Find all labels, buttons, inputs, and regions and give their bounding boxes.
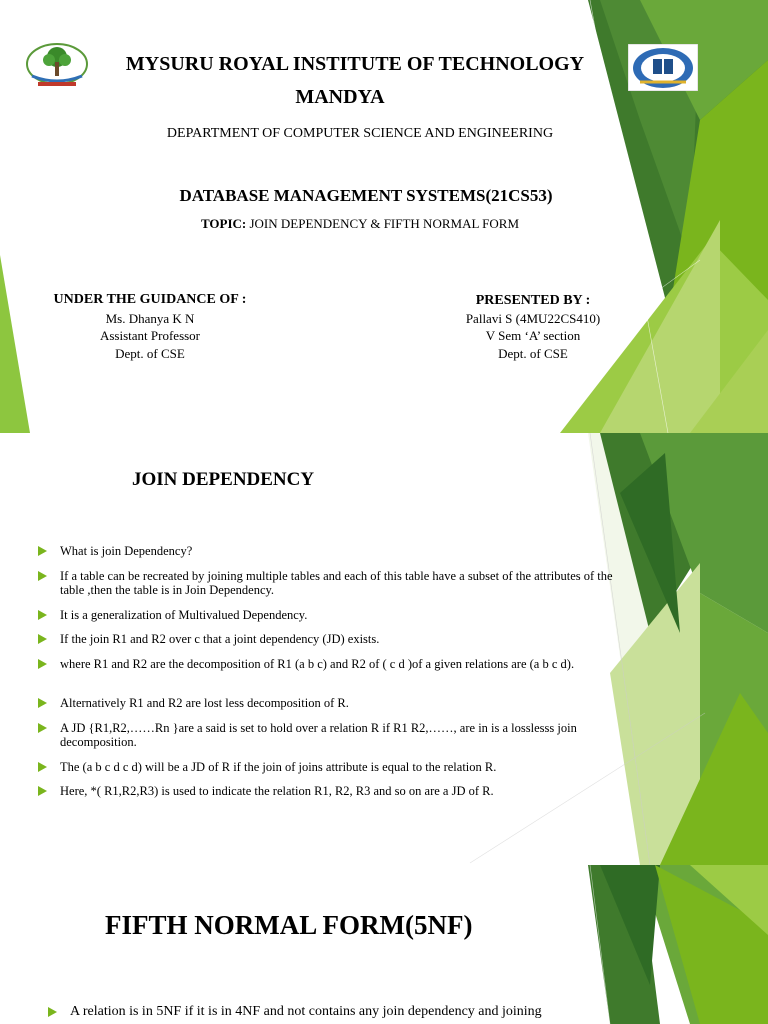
presented-heading: PRESENTED BY : [475,293,591,308]
triangle-bullet-icon [38,786,47,796]
triangle-bullet-icon [38,546,47,556]
list-item: What is join Dependency? [38,544,618,558]
slide-title: FIFTH NORMAL FORM(5NF) [105,910,473,940]
list-item: A JD {R1,R2,……Rn }are a said is set to hold over a relation R if R1 R2,……, are in is a losslesss join decomposition. [38,721,618,749]
list-item: The (a b c d c d) will be a JD of R if the join of joins attribute is equal to the relation R. [38,760,618,774]
fifth-normal-form-slide [0,865,768,1024]
guide-dept: Dept. of CSE [115,346,185,361]
triangle-bullet-icon [38,659,47,669]
green-decoration [0,865,768,1024]
triangle-bullet-icon [38,571,47,581]
institute-name-line1: MYSURU ROYAL INSTITUTE OF TECHNOLOGY [125,53,585,75]
slide-title: JOIN DEPENDENCY [132,469,315,490]
triangle-bullet-icon [38,634,47,644]
title-slide [0,0,768,433]
topic-line [100,216,620,232]
department-name: DEPARTMENT OF COMPUTER SCIENCE AND ENGINEERING [166,126,554,141]
presenter-section: V Sem ‘A’ section [485,328,581,343]
list-item: If the join R1 and R2 over c that a joint dependency (JD) exists. [38,632,618,646]
list-item: where R1 and R2 are the decomposition of R1 (a b c) and R2 of ( c d )of a given relations are (a b c d). [38,657,618,671]
institute-name-line2: MANDYA [295,86,385,108]
join-dependency-slide [0,433,768,865]
guide-title: Assistant Professor [99,328,201,343]
triangle-bullet-icon [48,1007,57,1017]
topic-value: JOIN DEPENDENCY & FIFTH NORMAL FORM [246,216,520,231]
presenter-name: Pallavi S (4MU22CS410) [465,311,601,326]
list-item: A relation is in 5NF if it is in 4NF and not contains any join dependency and joining [48,1005,608,1019]
list-item: If a table can be recreated by joining multiple tables and each of this table have a subset of the attributes of the table ,then the table is in Join Dependency. [38,569,618,597]
guidance-heading: UNDER THE GUIDANCE OF : [53,292,247,307]
list-item: Alternatively R1 and R2 are lost less decomposition of R. [38,696,618,710]
course-title: DATABASE MANAGEMENT SYSTEMS(21CS53) [179,186,553,205]
list-item: It is a generalization of Multivalued Dependency. [38,608,618,622]
guide-name: Ms. Dhanya K N [105,311,195,326]
triangle-bullet-icon [38,610,47,620]
topic-label: TOPIC: [200,216,247,231]
triangle-bullet-icon [38,698,47,708]
green-decoration [0,433,768,865]
list-item: Here, *( R1,R2,R3) is used to indicate the relation R1, R2, R3 and so on are a JD of R. [38,784,618,798]
triangle-bullet-icon [38,723,47,733]
presenter-dept: Dept. of CSE [498,346,568,361]
triangle-bullet-icon [38,762,47,772]
